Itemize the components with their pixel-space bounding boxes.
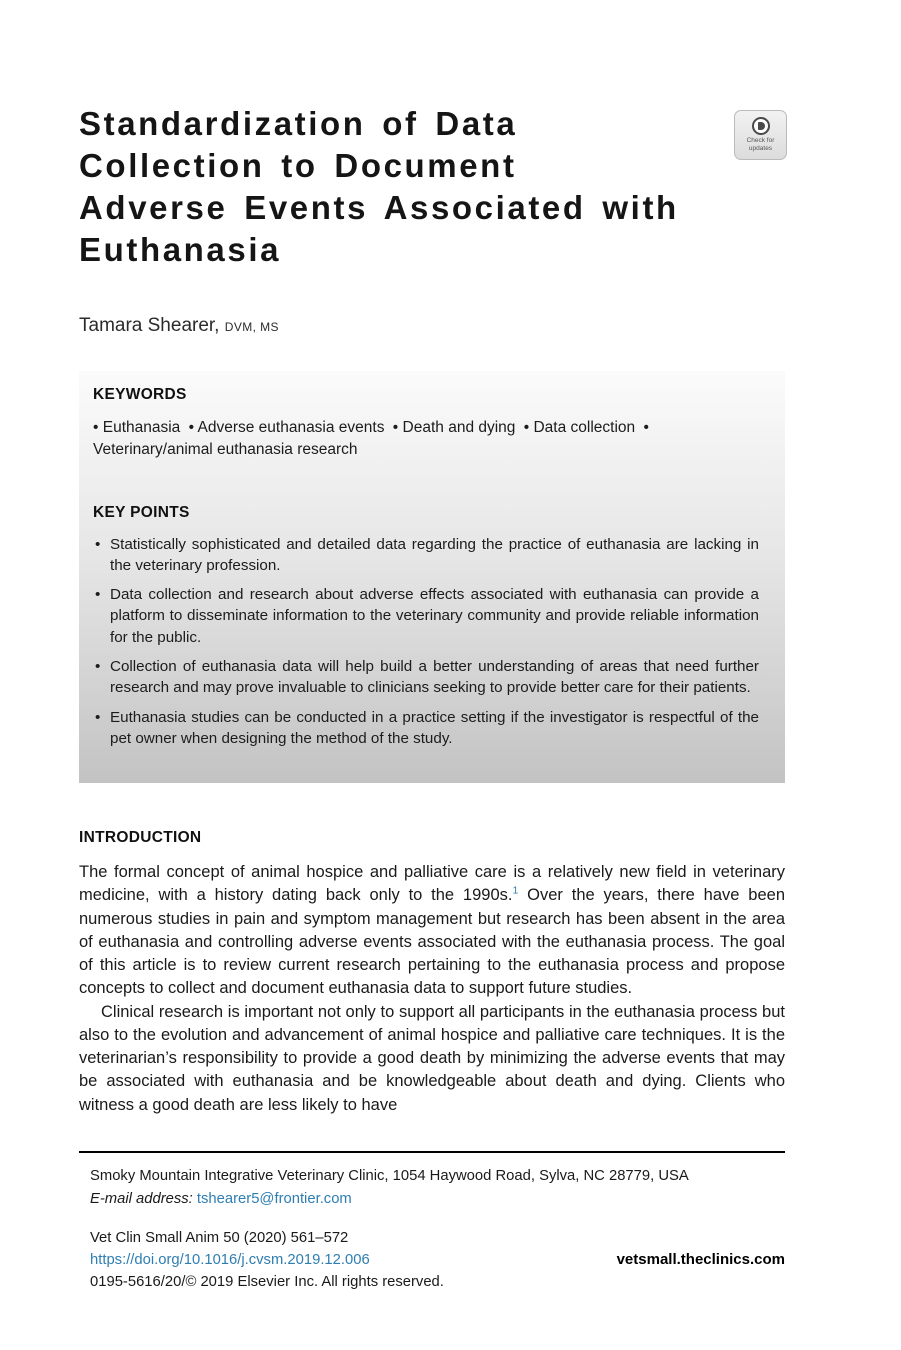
keywords-list [93,417,753,462]
check-for-updates-badge[interactable] [734,110,787,160]
check-updates-icon [752,117,770,135]
citation-block [79,1228,785,1293]
key-points-heading: KEY POINTS [93,503,190,521]
reference-1-link[interactable]: 1 [512,884,519,897]
footer-divider [79,1151,785,1154]
copyright-line: 0195-5616/20/© 2019 Elsevier Inc. All rights reserved. [90,1273,444,1290]
introduction-heading: INTRODUCTION [79,829,202,847]
keyword-item: • Veterinary/animal euthanasia research [93,418,649,459]
introduction-paragraph-2: Clinical research is important not only to support all participants in the euthanasia process but also to the evolution and advancement of animal hospice and palliative care techniques. It is the veterinarian’s responsibility to provide a good death by minimizing the adverse events that may be associated with euthanasia and be knowledgeable about death and dying. Clients who witness a good death are less likely to have [79,1002,785,1114]
check-updates-label: Check for updates [746,136,775,152]
article-title [79,103,759,271]
keyword-item: • Data collection [523,418,636,436]
para1-text-before-ref: The formal concept of animal hospice and palliative care is a relatively new field in veterinary medicine, with a history dating back only to the 1990s. [79,863,785,905]
introduction-paragraph-1 [79,861,785,1001]
keyword-item: • Euthanasia [93,418,181,436]
key-point-item: • Statistically sophisticated and detailed data regarding the practice of euthanasia are lacking in the veterinary profession. [93,534,759,577]
email-line [90,1188,785,1210]
email-link[interactable]: tshearer5@frontier.com [196,1190,352,1207]
doi-link[interactable]: https://doi.org/10.1016/j.cvsm.2019.12.006 [90,1252,370,1269]
affiliation-text: Smoky Mountain Integrative Veterinary Clinic, 1054 Haywood Road, Sylva, NC 28779, USA [90,1168,689,1185]
keyword-item: • Death and dying [392,418,516,436]
key-points-list [93,534,759,750]
article-title-line-3: Adverse Events Associated with [79,188,679,226]
article-title-line-1: Standardization of Data [79,105,518,142]
doi-row [90,1249,785,1271]
keywords-keypoints-box [79,371,785,783]
author-line [79,315,785,337]
affiliation-block [79,1165,785,1209]
article-title-line-2: Collection to Document [79,146,517,184]
keywords-heading: KEYWORDS [93,385,187,403]
keyword-item: • Adverse euthanasia events [188,418,385,436]
email-label: E-mail address: [90,1190,193,1207]
article-title-line-4: Euthanasia [79,230,282,268]
key-point-item: • Euthanasia studies can be conducted in a practice setting if the investigator is respectful of the pet owner when designing the method of the study. [93,707,759,750]
author-name: Tamara Shearer, [79,314,220,336]
author-credentials: DVM, MS [224,319,279,334]
journal-citation: Vet Clin Small Anim 50 (2020) 561–572 [90,1229,349,1246]
key-point-item: • Collection of euthanasia data will help build a better understanding of areas that need further research and may prove invaluable to clinicians seeking to provide better care for their patients. [93,656,759,699]
journal-website: vetsmall.theclinics.com [616,1251,785,1269]
key-point-item: • Data collection and research about adverse effects associated with euthanasia can provide a platform to disseminate information to the veterinary community and provide reliable information for the public. [93,584,759,648]
para1-text-after-ref: Over the years, there have been numerous studies in pain and symptom management but research has been absent in the area of euthanasia and controlling adverse events associated with the euthanasia process. The goal of this article is to review current research pertaining to the euthanasia process and propose concepts to collect and document euthanasia data to support future studies. [79,886,785,998]
